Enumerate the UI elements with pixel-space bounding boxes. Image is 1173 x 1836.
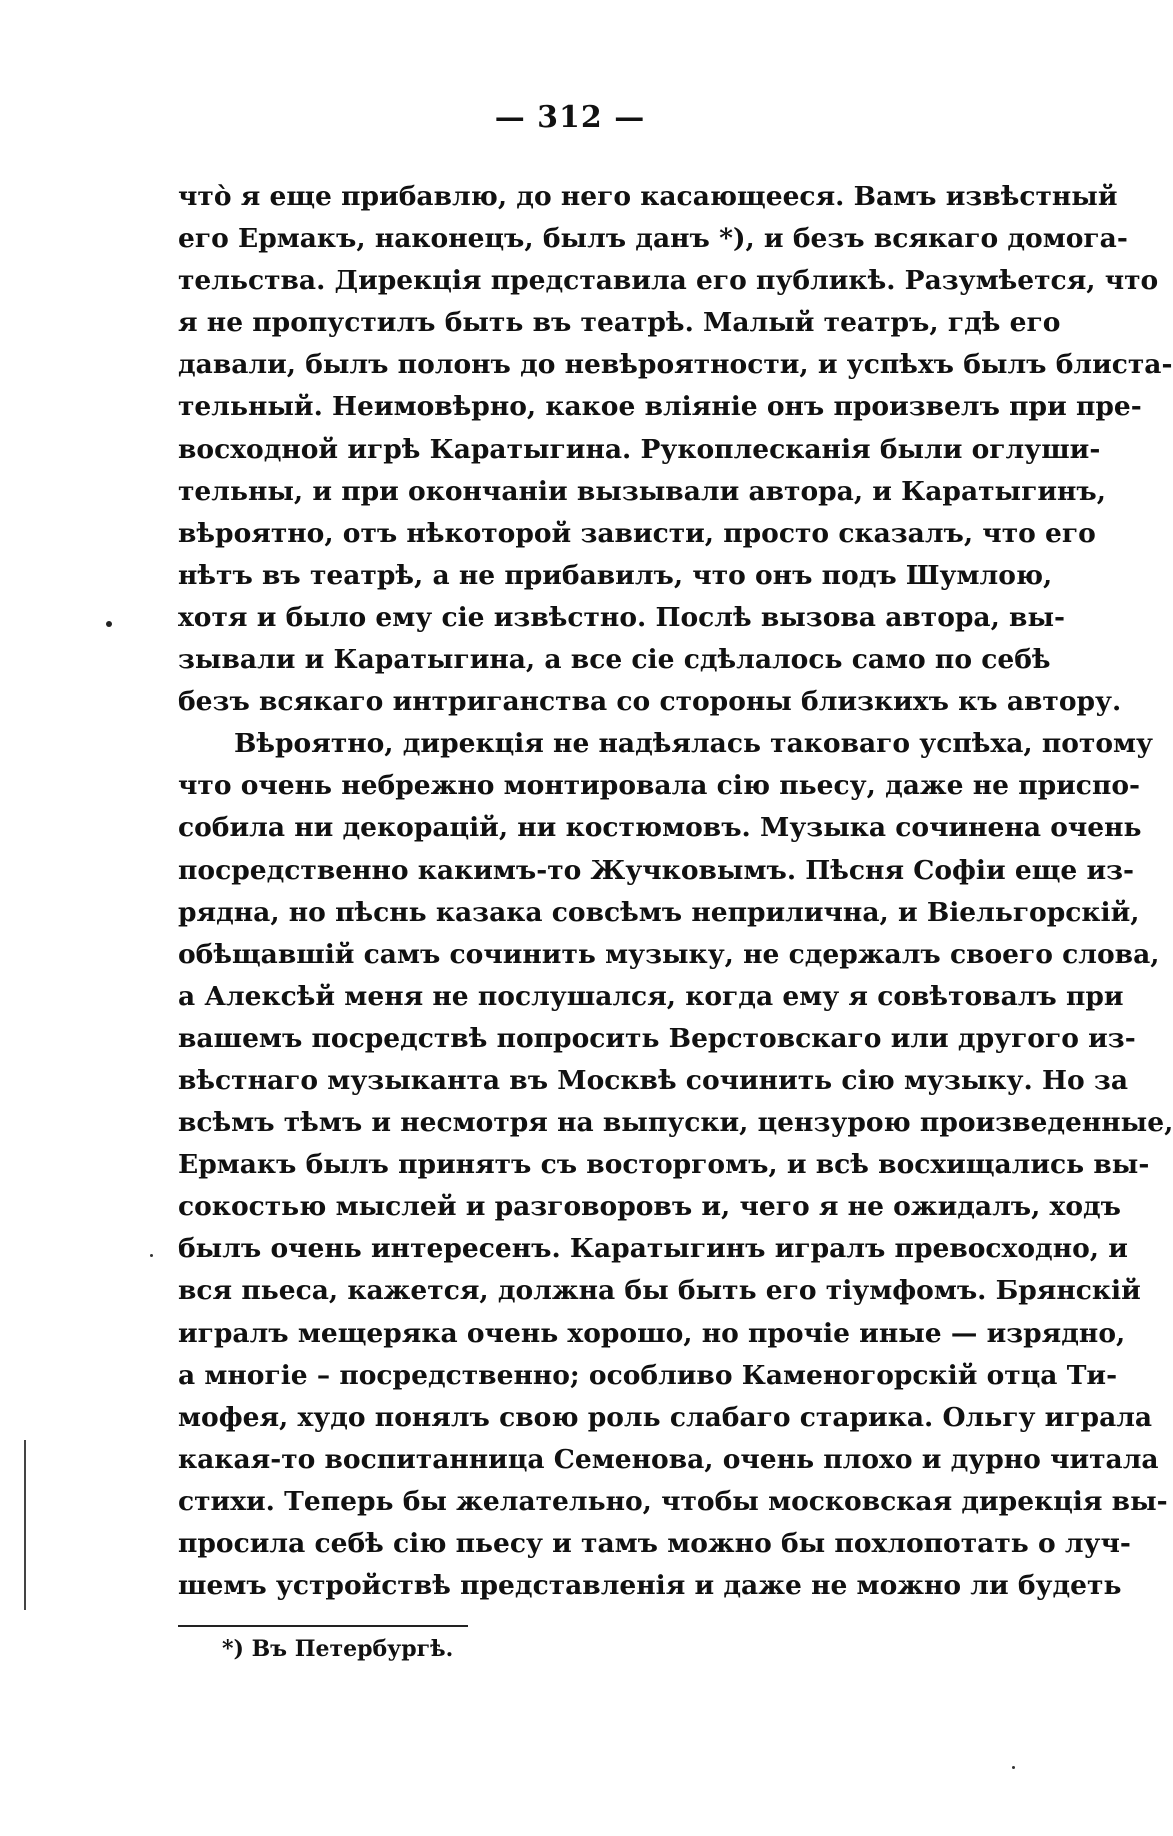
text-line: его Ермакъ, наконецъ, былъ данъ *), и безъ всякаго домога- — [178, 223, 1128, 255]
text-line: тельства. Дирекція представила его публикѣ. Разумѣется, что — [178, 265, 1159, 297]
text-line: шемъ устройствѣ представленія и даже не можно ли будеть — [178, 1570, 1122, 1602]
paragraph-first-line: Вѣроятно, дирекція не надѣялась таковаго успѣха, потому — [234, 728, 1153, 760]
text-line: безъ всякаго интриганства со стороны близкихъ къ автору. — [178, 686, 1122, 718]
text-line: вѣстнаго музыканта въ Москвѣ сочинить сію музыку. Но за — [178, 1064, 1128, 1096]
text-line: давали, былъ полонъ до невѣроятности, и успѣхъ былъ блиста- — [178, 349, 1173, 381]
text-line: стихи. Теперь бы желательно, чтобы московская дирекція вы- — [178, 1485, 1168, 1517]
text-line: игралъ мещеряка очень хорошо, но прочіе иные — изрядно, — [178, 1317, 1126, 1349]
text-line: посредственно какимъ-то Жучковымъ. Пѣсня Софіи еще из- — [178, 854, 1135, 886]
text-line: а Алексѣй меня не послушался, когда ему я совѣтовалъ при — [178, 980, 1124, 1012]
text-line: всѣмъ тѣмъ и несмотря на выпуски, цензурою произведенные, — [178, 1107, 1173, 1139]
text-line: тельны, и при окончаніи вызывали автора, и Каратыгинъ, — [178, 475, 1106, 507]
text-line: рядна, но пѣснь казака совсѣмъ неприлична, и Віельгорскій, — [178, 896, 1140, 928]
text-line: что очень небрежно монтировала сію пьесу, даже не приспо- — [178, 770, 1141, 802]
text-line: мофея, худо понялъ свою роль слабаго старика. Ольгу играла — [178, 1401, 1153, 1433]
margin-dot-mark — [106, 621, 112, 627]
page-number: — 312 — — [494, 100, 646, 135]
text-line: просила себѣ сію пьесу и тамъ можно бы похлопотать о луч- — [178, 1528, 1131, 1559]
text-line: я не пропустилъ быть въ театрѣ. Малый театръ, гдѣ его — [178, 307, 1061, 339]
footnote-divider — [178, 1625, 468, 1627]
text-line: нѣтъ въ театрѣ, а не прибавилъ, что онъ подъ Шумлою, — [178, 559, 1053, 591]
text-line: обѣщавшій самъ сочинить музыку, не сдержалъ своего слова, — [178, 938, 1160, 970]
text-line: Ермакъ былъ принятъ съ восторгомъ, и всѣ восхищались вы- — [178, 1149, 1150, 1181]
scan-speck — [150, 1254, 153, 1257]
body-text — [178, 176, 1173, 1607]
text-line: восходной игрѣ Каратыгина. Рукоплесканія были оглуши- — [178, 433, 1101, 465]
text-line: а многіе – посредственно; особливо Каменогорскій отца Ти- — [178, 1359, 1118, 1391]
footnote: *) Въ Петербургѣ. — [222, 1636, 454, 1662]
text-line: чтò я еще прибавлю, до него касающееся. Вамъ извѣстный — [178, 181, 1118, 212]
text-line: вашемъ посредствѣ попросить Верстовскаго или другого из- — [178, 1022, 1136, 1054]
text-line: зывали и Каратыгина, а все сіе сдѣлалось само по себѣ — [178, 644, 1051, 676]
text-line: сокостью мыслей и разговоровъ и, чего я не ожидалъ, ходъ — [178, 1191, 1122, 1223]
text-line: тельный. Неимовѣрно, какое вліяніе онъ произвелъ при пре- — [178, 391, 1142, 423]
text-line: собила ни декорацій, ни костюмовъ. Музыка сочинена очень — [178, 812, 1142, 844]
scan-edge-line — [24, 1440, 26, 1610]
text-line: хотя и было ему сіе извѣстно. Послѣ вызова автора, вы- — [178, 601, 1066, 633]
text-line: вѣроятно, отъ нѣкоторой зависти, просто сказалъ, что его — [178, 517, 1096, 549]
scan-speck — [1012, 1766, 1015, 1769]
text-line: какая-то воспитанница Семенова, очень плохо и дурно читала — [178, 1443, 1159, 1475]
text-line: вся пьеса, кажется, должна бы быть его тіумфомъ. Брянскій — [178, 1275, 1141, 1307]
text-line: былъ очень интересенъ. Каратыгинъ игралъ превосходно, и — [178, 1233, 1128, 1265]
